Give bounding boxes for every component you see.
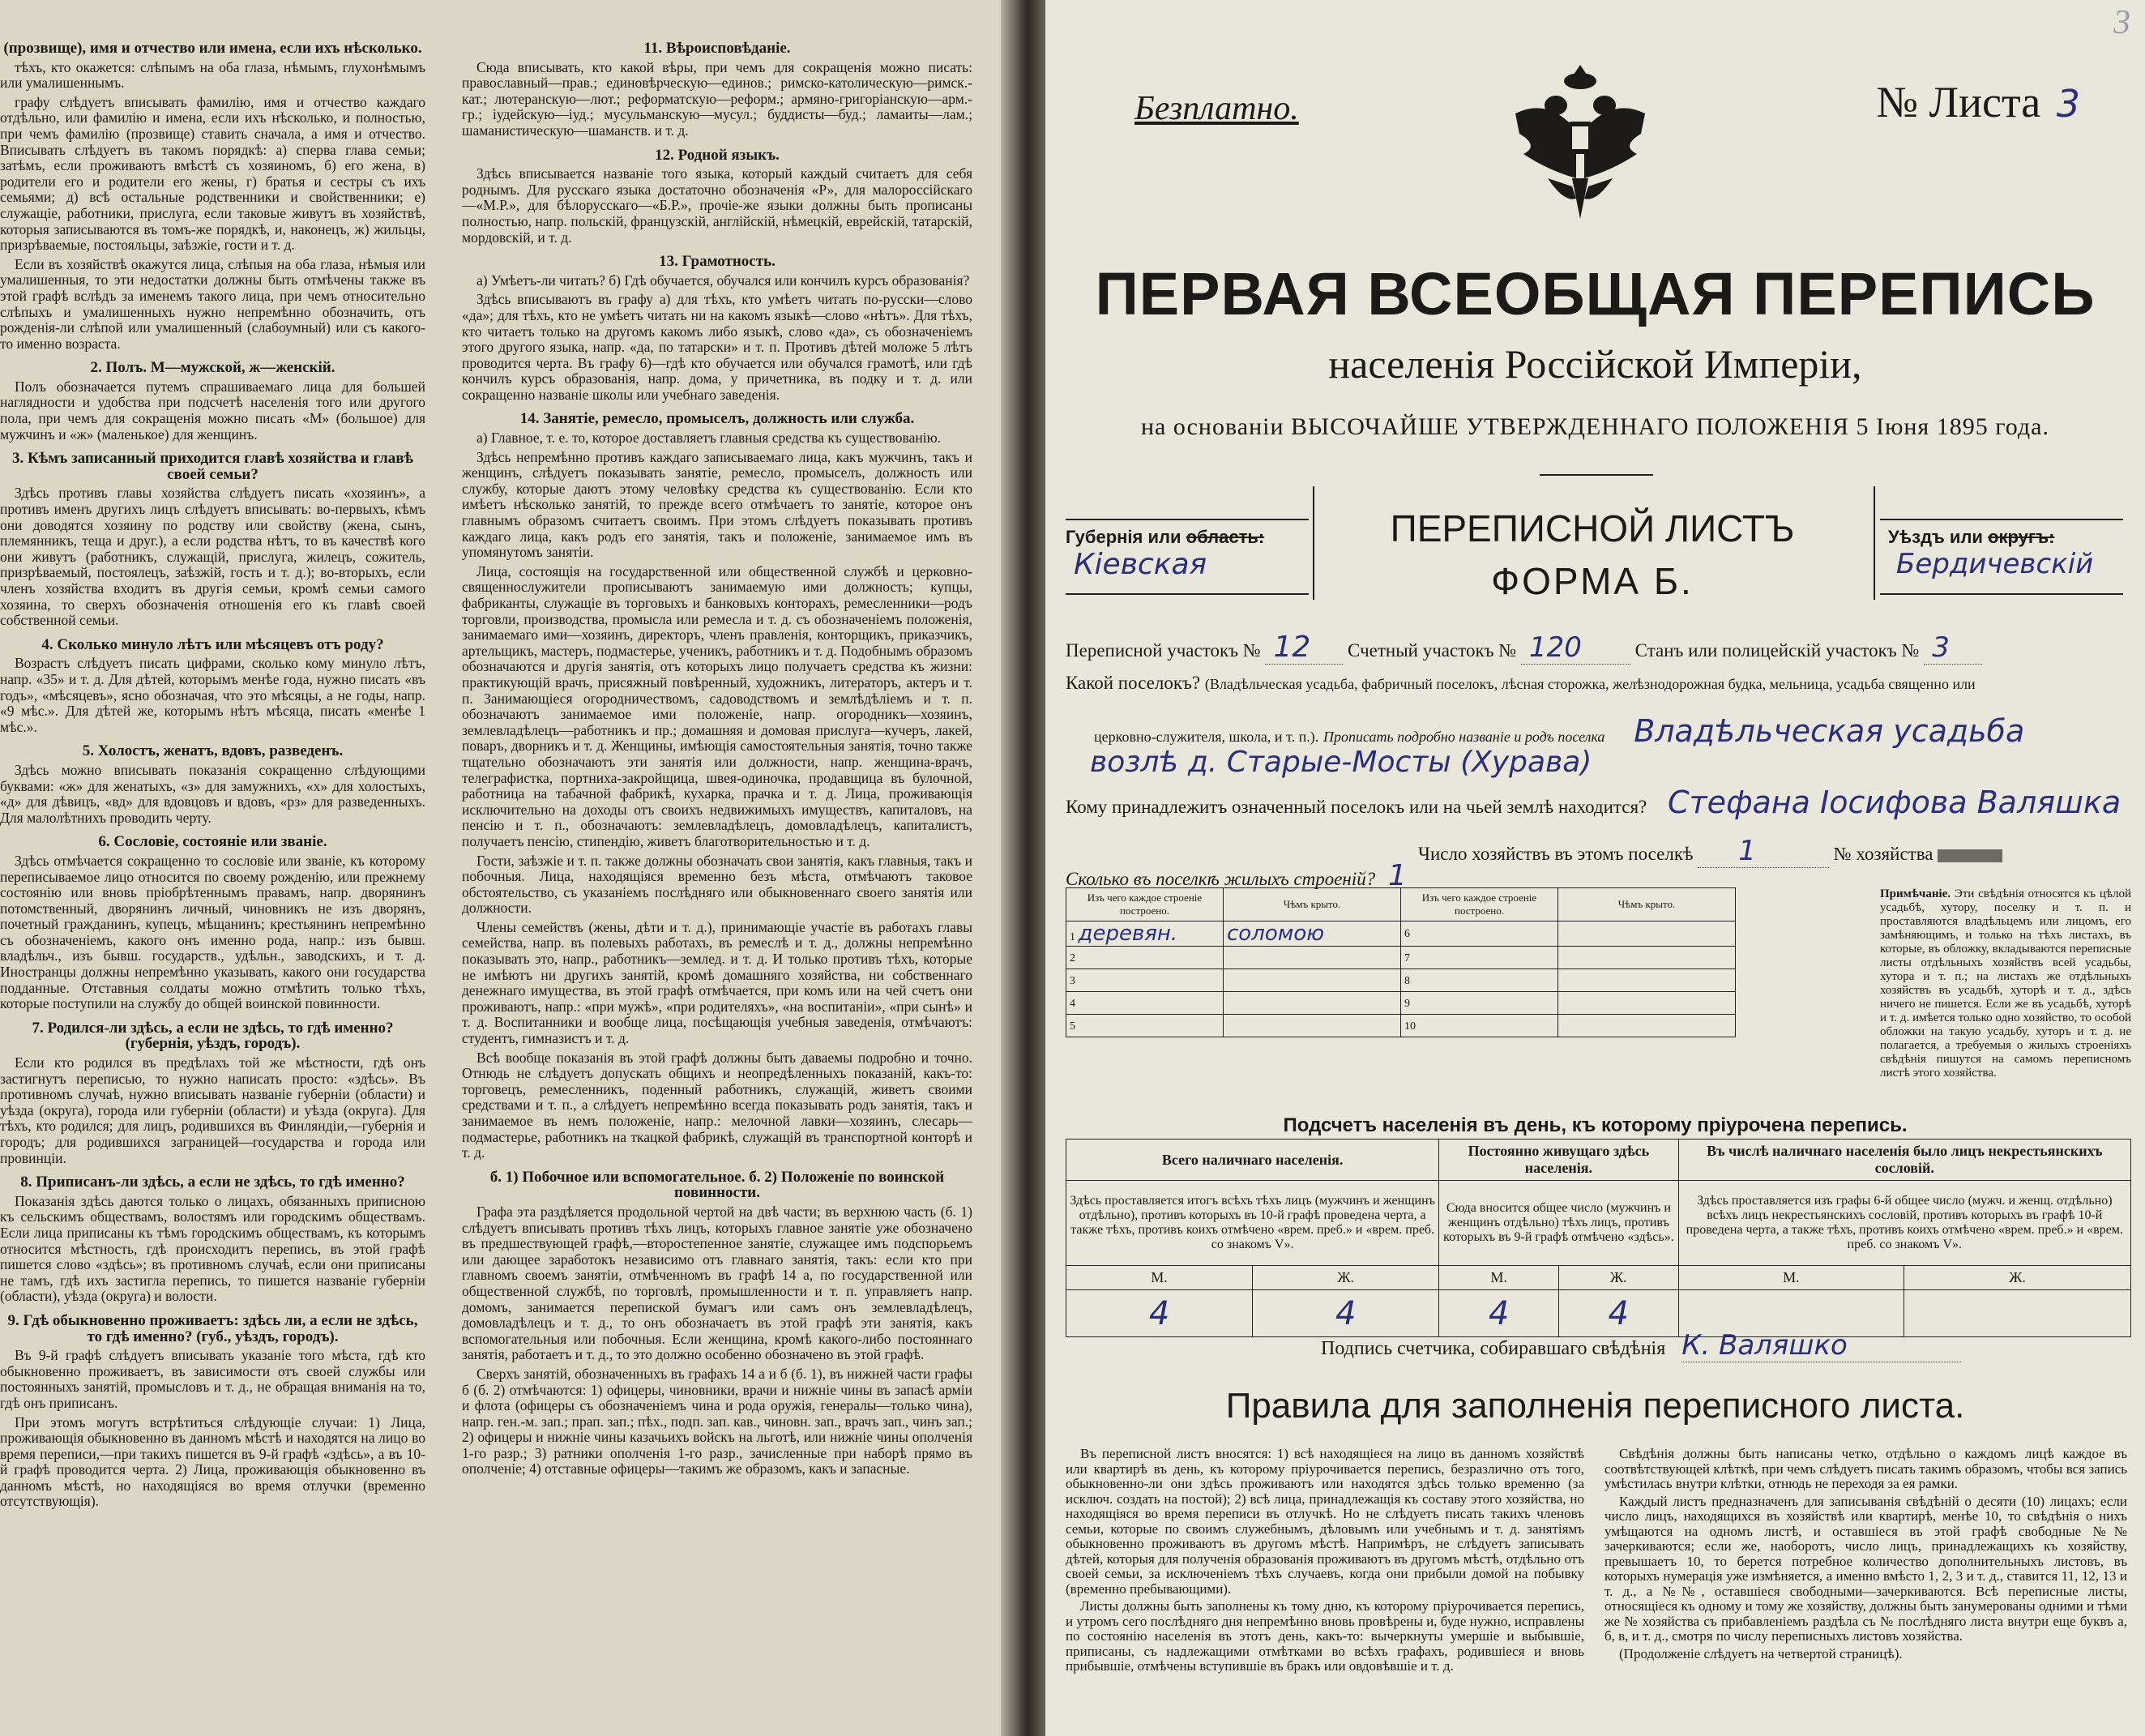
pop-zh-1: Ж. [1253,1266,1439,1290]
building-material [1401,969,1558,992]
building-row [1066,1015,1736,1037]
household-number-redaction [1938,849,2002,862]
household-number-label: № хозяйства [1833,844,1933,864]
section-paragraph: Здѣсь вписывается названіе того языка, который каждый считаетъ для себя роднымъ. Для русскаго языка достаточно обозначенія «Р», для малороссійскаго—«М.Р.», для бѣлорусскаго—«Б.Р.», прочіе-же языки должны быть прописаны полностью, напр. польскій, французскій, англійскій, нѣмецкій, еврейскій, татарскій, мордовскій, и т. д. [462,165,972,246]
census-district-value: 12 [1265,631,1343,665]
page-number: 3 [2113,4,2130,41]
rules-column-left [1066,1447,1584,1677]
population-table [1066,1139,2131,1337]
owner-label: Кому принадлежитъ означенный поселокъ или на чьей землѣ находится? [1066,797,1647,817]
building-material [1066,992,1224,1015]
settlement-label: Какой поселокъ? [1066,673,1201,693]
pop-m-3: М. [1678,1266,1904,1290]
building-material [1401,1015,1558,1037]
handwritten-entry: соломою [1227,921,1325,946]
pop-permanent-zh: 4 [1558,1290,1678,1337]
section-paragraph: Члены семействъ (жены, дѣти и т. д.), принимающіе участіе въ работахъ главы семейства, напр. въ полевыхъ работахъ, въ ремеслѣ и т. д., должны непремѣнно показывать это, напр., работникъ—землед. и т. д. И только противъ тѣхъ, которые не имѣютъ ни другихъ занятій, кромѣ домашняго хозяйства, ни собственнаго денежнаго имущества, въ этой графѣ отмѣчается, при комъ или на чей счетъ они проживаютъ, напр.: «при мужѣ», «при родителяхъ», «на воспитаніи», «при сынѣ» и т. д. Воспитанники и вообще лица, посѣщающія учебныя заведенія, отмѣчаютъ: студентъ, гимназистъ и т. д. [462,918,972,1047]
left-page-instructions [0,0,1001,1736]
building-roof [1224,992,1401,1015]
buildings-table [1066,887,1736,1037]
note-text: Эти свѣдѣнія относятся къ цѣлой усадьбѣ, хутору, поселку и т. п. и проставляются владѣльцемъ или лицомъ, его замѣняющимъ, и только на тѣхъ листахъ, въ которые, въ обложку, вкладываются переписные листы отдѣльныхъ хозяйствъ всей усадьбы, хутора и т. п.; на листахъ же отдѣльныхъ хозяйствъ въ усадьбѣ, хуторѣ и т. д., здѣсь ничего не пишется. Если же въ усадьбѣ, хуторѣ и т. д. имѣется только одно хозяйство, то особой обложки на такую усадьбу, хуторъ и т. д. не полагается, а требуемыя о жилыхъ строеніяхъ свѣдѣнія пишутся на самомъ переписномъ листѣ этого хозяйства. [1880,887,2131,1080]
gubernia-struck: область: [1186,527,1265,547]
building-roof [1558,947,1736,969]
uezd-or: или [1949,527,1983,547]
pop-total-zh: 4 [1253,1290,1439,1337]
building-row [1066,969,1736,992]
build-head-roof-2: Чѣмъ крыто. [1558,888,1736,921]
row-number: 7 [1404,951,1410,964]
building-material [1401,921,1558,947]
pop-m-1: М. [1066,1266,1253,1290]
pop-head-permanent: Постоянно живущаго здѣсь населенія. [1439,1140,1678,1181]
section-paragraph: Здѣсь можно вписывать показанія сокращенно слѣдующими буквами: «ж» для женатыхъ, «з» для замужнихъ, «х» для холостыхъ, «д» для дѣвицъ, «вд» для вдовцовъ и вдовъ, «рз» для разведенныхъ. Для малолѣтнихъ проводить черту. [0,761,425,826]
section-paragraph: Гости, заѣзжіе и т. п. также должны обозначать свои занятія, какъ главныя, такъ и побочныя. Лица, находящіяся временно безъ мѣста, отмѣчаютъ таковое обстоятельство, съ указаніемъ послѣдняго или обыкновеннаго своего занятія или должности. [462,852,972,917]
pop-permanent-m: 4 [1439,1290,1559,1337]
divider [1540,474,1653,476]
section-heading: б. 1) Побочное или вспомогательное. б. 2) Положеніе по воинской повинности. [489,1168,945,1202]
row-number: 1 [1070,931,1079,943]
rules-column-right [1604,1447,2127,1664]
section-paragraph: Сверхъ занятій, обозначенныхъ въ графахъ 14 а и б (б. 1), въ нижней части графы б (б. 2) отмѣчаются: 1) офицеры, чиновники, врачи и нижніе чины въ запасѣ арміи и флота (офицеры съ обозначеніемъ чина и рода оружія, генералы—только чина), напр. ген.-м. зап.; прап. зап.; пѣх., подп. зап. кав., чиновн. зап., врачъ зап., чинъ зап.; 2) офицеры и нижніе чины казачьихъ войскъ на льготѣ, или нижніе чины ополченія 1-го разр.; 3) ратники ополченія 1-го разр., зачисленные при наборѣ прямо въ ополченіе; 4) отставные офицеры—такимъ же образомъ, какъ и запасные. [462,1365,972,1477]
section-paragraph: а) Главное, т. е. то, которое доставляетъ главныя средства къ существованію. [476,430,942,447]
section-heading: 12. Родной языкъ. [655,146,780,164]
building-roof [1224,969,1401,992]
rule-paragraph: Въ переписной листъ вносятся: 1) всѣ находящіеся на лицо въ данномъ хозяйствѣ или квартирѣ въ день, къ которому пріурочивается перепись, безразлично отъ того, обыкновенно-ли они здѣсь проживаютъ или находятся здѣсь только временно (за исключ. создать на постой); 2) всѣ лица, принадлежащія къ составу этого хозяйства, но находящіяся во время переписи въ отлучкѣ. Но не слѣдуетъ писать такихъ членовъ семьи, которые по своимъ служебнымъ, дѣловымъ или учебнымъ и т. д. занятіямъ обыкновенно проживаютъ въ другомъ мѣстѣ. Напримѣръ, не слѣдуетъ записывать дѣтей, которыя для полученія образованія проживаютъ въ другомъ мѣстѣ, отдѣльно отъ своей семьи, за исключеніемъ тѣхъ случаевъ, когда они прибыли домой на побывку (временно пребывающими). [1066,1446,1584,1597]
owner-line [1066,785,2121,820]
gubernia-field [1066,519,1309,595]
section-paragraph: тѣхъ, кто окажется: слѣпымъ на оба глаза, нѣмымъ, глухонѣмымъ или умалишеннымъ. [0,58,425,92]
building-row [1066,992,1736,1015]
section-heading: 11. Вѣроисповѣданіе. [643,40,791,57]
section-paragraph: Полъ обозначается путемъ спрашиваемаго лица для большей наглядности и удобства при подсчетѣ населенія того или другого пола, при чемъ для сокращенія можно писать «М» (большое) для мужчинъ и «ж» (маленькое) для женщинъ. [0,378,425,443]
double-headed-eagle-emblem-icon [1499,57,1661,243]
section-heading: 9. Гдѣ обыкновенно проживаетъ: здѣсь ли, а если не здѣсь, то гдѣ именно? (губ., уѣздъ, городъ). [7,1311,418,1345]
census-basis: на основаніи ВЫСОЧАЙШЕ УТВЕРЖДЕННАГО ПОЛОЖЕНІЯ 5 Іюня 1895 года. [1141,413,2049,440]
section-paragraph: Всѣ вообще показанія въ этой графѣ должны быть даваемы подробно и точно. Отнюдь не слѣдуетъ допускать общихъ и неопредѣленныхъ показаній, какъ-то: торговецъ, ремесленникъ, поденный работникъ, служащій, живетъ своими средствами и т. п., а слѣдуетъ непремѣнно всегда показывать родъ занятія, такъ и занимаемое въ немъ положеніе, напр.: мелочной лавки—хозяинъ, слесарь—подмастерье, работникъ на ткацкой фабрикѣ, служащій въ транспортной конторѣ и т. д. [462,1049,972,1161]
settlement-hint-3: Прописать подробно названіе и родъ поселка [1322,729,1605,745]
building-material [1401,992,1558,1015]
section-heading: 8. Приписанъ-ли здѣсь, а если не здѣсь, то гдѣ именно? [20,1174,405,1191]
building-row [1066,947,1736,969]
build-head-built-2: Изъ чего каждое строеніе построено. [1401,888,1558,921]
section-paragraph: а) Умѣетъ-ли читать? б) Гдѣ обучается, обучался или кончилъ курсъ образованія? [476,272,970,289]
row-number: 8 [1404,974,1410,987]
section-heading: 6. Сословіе, состояніе или званіе. [98,833,327,851]
gubernia-value: Кіевская [1074,548,1207,581]
building-material [1401,947,1558,969]
building-roof [1558,921,1736,947]
census-district-label: Переписной участокъ № [1066,640,1261,661]
section-paragraph: Здѣсь вписываютъ въ графу а) для тѣхъ, кто умѣетъ читать по-русски—слово «да»; для тѣхъ, кто не умѣетъ читать ни на какомъ языкѣ—слово «нѣтъ». Для тѣхъ, кто читаетъ только на другомъ какомъ либо языкѣ, слово «да», съ обозначеніемъ этого другого языка, напр. «да, по татарски» и т. п. Противъ дѣтей моложе 5 лѣтъ проводится черта. Въ графу 6)—гдѣ кто обучается или обучался грамотѣ, или гдѣ кончилъ курсъ образованія, напр. дома, у причетника, въ подку и т. д. или сокращенно названіе школы или учебнаго заведенія. [462,291,972,403]
building-roof [1224,1015,1401,1037]
building-row [1066,921,1736,947]
row-number: 6 [1404,928,1410,940]
owner-value: Стефана Іосифова Валяшка [1668,785,2121,820]
sheet-number [1876,77,2080,127]
form-name: ФОРМА Б. [1491,560,1694,602]
building-roof [1558,969,1736,992]
households-line [1418,835,2002,867]
instructions-column-right [462,32,972,1481]
rules-title: Правила для заполненія переписного листа. [1225,1386,1965,1426]
population-count-title: Подсчетъ населенія въ день, къ которому пріурочена перепись. [1283,1114,1908,1136]
building-material [1066,969,1224,992]
rule-paragraph: (Продолженіе слѣдуетъ на четвертой страницѣ). [1619,1645,1903,1661]
uezd-field [1880,519,2123,595]
settlement-line-2 [1094,713,2024,749]
section-paragraph: Если кто родился въ предѣлахъ той же мѣстности, гдѣ онъ застигнутъ переписью, то нужно написать просто: «здѣсь». Въ противномъ случаѣ, нужно вписывать названіе губерніи (области) и уѣзда (округа), города или губерніи (области) и уѣзда (округа). Для тѣхъ, кто родился; для лицъ, родившихся въ Финляндіи,—губернія и городъ; для родившихся заграницей—государства и города или провинціи. [0,1054,425,1166]
row-number: 4 [1070,997,1075,1010]
building-roof [1558,992,1736,1015]
list-title: ПЕРЕПИСНОЙ ЛИСТЪ [1390,507,1795,549]
section-paragraph: Если въ хозяйствѣ окажутся лица, слѣпыя на оба глаза, нѣмыя или умалишенныя, то эти недостатки должны быть отмѣчены также въ этой графѣ вслѣдъ за именемъ такого лица, при чемъ относительно слѣпыхъ и умалишенныхъ нужно непремѣнно обозначить, отъ рожденія-ли слѣпой или умалишенный (слабоумный) или съ какого-то именно возраста. [0,255,425,352]
settlement-value: Владѣльческая усадьба [1634,713,2025,749]
pop-m-2: М. [1439,1266,1559,1290]
section-paragraph: Показанія здѣсь даются только о лицахъ, обязанныхъ приписною къ сельскимъ обществамъ, волостямъ или городскимъ обществамъ. Если лица приписаны къ тѣмъ городскимъ обществамъ, къ которымъ относится мѣстность, гдѣ происходитъ перепись, въ этой графѣ пишется слово «здѣсь»; въ противномъ случаѣ, если они приписаны не тамъ, гдѣ ихъ застигла перепись, то пишется названіе губерніи (области), уѣзда (округа) и волости. [0,1192,425,1305]
build-head-built: Изъ чего каждое строеніе построено. [1066,888,1224,921]
census-form-page [1045,0,2145,1736]
households-value: 1 [1698,835,1829,868]
police-district-value: 3 [1924,631,1982,665]
pop-head-total: Всего наличнаго населенія. [1066,1140,1439,1181]
section-paragraph: При этомъ могутъ встрѣтиться слѣдующіе случаи: 1) Лица, проживающія обыкновенно въ данномъ мѣстѣ и находятся на лицо во время переписи,—при такихъ пишется въ 9-й графѣ «здѣсь», а въ 10-й графѣ проводится черта. 2) Лица, проживающія обыкновенно въ данномъ мѣстѣ, но находящіяся во время отлучки (временно отсутствующія). [0,1413,425,1510]
settlement-line [1066,673,1976,694]
enumerator-signature-line [1321,1329,1961,1362]
rule-paragraph: Свѣдѣнія должны быть написаны четко, отдѣльно о каждомъ лицѣ каждое въ соотвѣтствующей клѣткѣ, при чемъ слѣдуетъ писать такимъ образомъ, чтобы вся запись умѣстилась внутри клѣтки, отнюдь не переходя за ея рамки. [1604,1446,2127,1491]
building-roof [1558,1015,1736,1037]
section-paragraph: графу слѣдуетъ вписывать фамилію, имя и отчество каждаго отдѣльно, или фамилію и имена, если ихъ нѣсколько, и полностью, при чемъ фамилію (прозвище) ставить сначала, а имя и отчество. Вписывать слѣдуетъ въ такомъ порядкѣ: а) сперва глава семьи; затѣмъ, если проживаютъ вмѣстѣ съ хозяиномъ, б) его жена, в) родители его и родители его жены, г) братья и сестры съ ихъ семьями; д) всѣ остальные родственники и свойственники; е) служащіе, работники, прислуга, если таковые живутъ въ хозяйствѣ, которыя записываются въ томъ-же порядкѣ, и, наконецъ, ж) жильцы, призрѣваемые, постояльцы, заѣзжіе, гости и т. д. [0,93,425,254]
rule-paragraph: Листы должны быть заполнены къ тому дню, къ которому пріурочивается перепись, и утромъ сего послѣдняго дня непремѣнно вновь провѣрены и, буде нужно, исправлены по состоянію населенія въ этотъ день, какъ-то: вычеркнуты умершіе и выбывшіе, приписаны, съ надлежащими отмѣтками во всѣхъ графахъ, родившіеся и вновь прибывшіе, отмѣчены вступившіе въ бракъ или овдовѣвшіе и т. д. [1066,1598,1584,1674]
section-heading: 7. Родился-ли здѣсь, а если не здѣсь, то гдѣ именно? (губернія, уѣздъ, городъ). [32,1019,394,1053]
households-label: Число хозяйствъ въ этомъ поселкѣ [1418,844,1694,864]
row-number: 2 [1070,951,1075,964]
section-paragraph: Графа эта раздѣляется продольной чертой на двѣ части; въ верхнюю часть (б. 1) слѣдуетъ вписывать противъ тѣхъ лицъ, которыхъ главное занятіе уже обозначено въ предшествующей графѣ,—второстепенное занятіе, служащее имъ подспорьемъ или дающее заработокъ независимо отъ главнаго занятія, такъ: если кто при главномъ своемъ занятіи, отмѣченномъ въ графѣ 14 а, по государственной или общественной службѣ, по торговлѣ, промышленности и т. п. управляетъ напр. домомъ, занимается перепиской бумагъ или самъ онъ землевладѣлецъ, домовладѣлецъ и т. д., то онъ обозначаетъ въ этой графѣ эти занятія, какъ вспомогательныя или побочныя. Если женщина, кромѣ какого-либо постояннаго занятія, работаетъ и т. д., то это должно особенно обозначено въ этой графѣ. [462,1203,972,1363]
census-title: ПЕРВАЯ ВСЕОБЩАЯ ПЕРЕПИСЬ [1095,260,2096,327]
gubernia-or: или [1147,527,1181,547]
section-heading: 2. Полъ. М—мужской, ж—женскій. [90,359,335,377]
pop-total-m: 4 [1066,1290,1253,1337]
settlement-hint-2: церковно-служителя, школа, и т. п.). [1094,729,1319,745]
pop-desc-nonpeasant: Здѣсь проставляется изъ графы 6-й общее число (мужч. и женщ. отдѣльно) всѣхъ лицъ некрестьянскихъ сословій, противъ которыхъ въ графѣ 10-й проведена черта, а также тѣхъ, противъ коихъ отмѣчено «врем. преб.» и «врем. преб. со знакомъ V». [1678,1181,2130,1266]
uezd-struck: округъ: [1988,527,2055,547]
gubernia-label: Губернія [1066,527,1143,547]
pop-zh-3: Ж. [1904,1266,2131,1290]
rule-paragraph: Каждый листъ предназначенъ для записыванія свѣдѣній о десяти (10) лицахъ; если число лицъ, находящихся въ хозяйствѣ или квартирѣ, менѣе 10, то свѣдѣнія о нихъ умѣщаются на одномъ листѣ, и оставшіеся въ этой графѣ свободные №№ зачеркиваются; если же, наоборотъ, число лицъ, принадлежащихъ къ хозяйству, превышаетъ 10, то берется потребное количество дополнительныхъ листовъ, въ которыхъ нумерація уже измѣняется, а именно вмѣсто 1, 2, 3 и т. д., ставится 11, 12, 13 и т. д., а №№, оставшіеся свободными—зачеркиваются. Всѣ переписные листы, относящіеся къ одному и тому же хозяйству, должны быть занумерованы одними и тѣми же № хозяйства съ прибавленіемъ раздѣла съ № послѣдняго листа внутри еще буквъ а, б, в, и т. д., смотря по числу переписныхъ листовъ хозяйства. [1604,1493,2127,1644]
section-heading: 5. Холостъ, женатъ, вдовъ, разведенъ. [82,742,344,760]
section-paragraph: Въ 9-й графѣ слѣдуетъ вписывать указаніе того мѣста, гдѣ кто обыкновенно проживаетъ, въ зависимости отъ своей службы или постоянныхъ занятій, промысловъ и т. д., не обращая вниманія на то, гдѣ онъ приписанъ. [0,1347,425,1411]
count-district-label: Счетный участокъ № [1348,640,1517,661]
section-paragraph: Возрастъ слѣдуетъ писать цифрами, сколько кому минуло лѣтъ, напр. «35» и т. д. Для дѣтей, которымъ менѣе года, нужно писать «въ годъ», «мѣсяцевъ», ясно обозначая, что это мѣсяцы, а не годы, напр. «9 мѣс.». Для дѣтей же, которымъ нѣтъ мѣсяца, писать «менѣе 1 мѣс.». [0,655,425,735]
section-paragraph: Здѣсь противъ главы хозяйства слѣдуетъ писать «хозяинъ», а противъ именъ другихъ лицъ слѣдуетъ вписывать: во-первыхъ, кѣмъ они доводятся хозяину по родству или свойству (жена, сынъ, племянникъ, теща и друг.), а если родства нѣтъ, то въ качествѣ кого они живутъ (работникъ, служащій, прислуга, жилецъ, сожитель, призрѣваемый, постоялецъ, заѣзжій, гость и т. д.); во-вторыхъ, если членъ хозяйства входитъ въ другія семьи, кромѣ семьи самого хозяина, то сверхъ обозначенія отношенія его къ главѣ своей собственной семьи. [0,485,425,629]
sheet-number-label: № Листа [1876,78,2041,126]
note-title: Примѣчаніе. [1880,887,1951,900]
instructions-column-left [0,32,425,1513]
sheet-number-handwritten: 3 [2056,82,2080,126]
building-material [1066,921,1224,947]
building-roof [1224,921,1401,947]
section-heading: 14. Занятіе, ремесло, промыселъ, должность или служба. [519,410,915,428]
building-roof [1224,947,1401,969]
row-number: 3 [1070,974,1075,987]
row-number: 10 [1404,1020,1416,1033]
buildings-label: Сколько въ поселкѣ жилыхъ строеній? [1066,869,1376,889]
building-material [1066,947,1224,969]
police-district-label: Станъ или полицейскій участокъ № [1634,640,1920,661]
section-paragraph: Лица, состоящія на государственной или общественной службѣ и церковно-священнослужители прописываютъ занимаемую ими должность; купцы, фабриканты, служащіе въ торговыхъ и банковыхъ конторахъ, ремесленники—родъ торговли, производства, промысла или ремесла и т. д. съ обозначеніемъ положенія, занимаемаго ими—хозяинъ, директоръ, членъ правленія, конторщикъ, приказчикъ, артельщикъ, мастеръ, подмастерье, ученикъ, работникъ и т. д. Подобнымъ образомъ обозначаются и другія занятія, отъ которыхъ лицо получаетъ средства къ жизни: практикующій врачъ, присяжный повѣренный, художникъ, литераторъ, актеръ и т. п. Занимающіеся огородничествомъ, садоводствомъ и землѣдѣліемъ и т. п. обозначаютъ занимаемое ими положеніе, напр. огородникъ—хозяинъ, землевладѣлецъ—работникъ и пр.; домашняя и домовая прислуга—кучеръ, лакей, поваръ, дворникъ и т. д. Женщины, имѣющія самостоятельныя занятія, точно также тщательно обозначаютъ эти занятія или должности, напр. женщина-врачъ, телеграфистка, портниха-закройщица, швея-одиночка, продавщица въ булочной, работница на табачной фабрикѣ, кухарка, прачка и т. д. Лица, проживающія исключительно на доходы отъ своихъ недвижимыхъ имуществъ, капиталовъ, на пенсію и т. п., обозначаютъ: землевладѣлецъ, домовладѣлецъ, капиталистъ, получаетъ пенсію, стипендію, живетъ благотворительностью и т. д. [462,562,972,849]
uezd-value: Бердичевскій [1896,548,2094,580]
section-paragraph: Здѣсь отмѣчается сокращенно то сословіе или званіе, къ которому переписываемое лицо относится по своему рожденію, или прежнему состоянію или вновь пріобрѣтеннымъ правамъ, напр. дворянинъ потомственный, дворянинъ личный, чиновникъ не изъ дворянъ, почетный гражданинъ, купецъ, мѣщанинъ; крестьянинъ непремѣнно съ обозначеніемъ, какого онъ именно рода, напр.: изъ бывш. владѣльч., изъ бывш. государств., удѣльн., заводскихъ, и т. д. Иностранцы должны непремѣнно указывать, какого они государства подданные. Отставныя солдаты можно отмѣтить только тѣхъ, которые поступили на службу до общей воинской повинности. [0,852,425,1012]
book-gutter [1001,0,1045,1736]
section-heading: 13. Грамотность. [659,253,776,271]
section-heading: 4. Сколько минуло лѣтъ или мѣсяцевъ отъ роду? [41,635,384,653]
pop-zh-2: Ж. [1558,1266,1678,1290]
building-material [1066,1015,1224,1037]
uezd-label: Уѣздъ [1888,527,1945,547]
pop-desc-total: Здѣсь проставляется итогъ всѣхъ тѣхъ лицъ (мужчинъ и женщинъ отдѣльно), противъ которыхъ въ 10-й графѣ проведена черта, а также тѣхъ, противъ коихъ отмѣчено «врем. преб.» и «врем. преб. со знакомъ V». [1066,1181,1439,1266]
settlement-value-2: возлѣ д. Старые-Мосты (Хурава) [1090,746,1592,779]
count-district-value: 120 [1521,631,1630,665]
free-label: Безплатно. [1134,90,1299,127]
pop-desc-permanent: Сюда вносится общее число (мужчинъ и женщинъ отдѣльно) тѣхъ лицъ, противъ которыхъ въ 9-й графѣ отмѣчено «здѣсь». [1439,1181,1678,1266]
settlement-hint: (Владѣльческая усадьба, фабричный поселокъ, лѣсная сторожка, желѣзнодорожная будка, мельница, усадьба священно или [1204,676,1976,692]
section-paragraph: Сюда вписывать, кто какой вѣры, при чемъ для сокращенія можно писать: православный—прав.; единовѣрческую—единов.; римско-католическую—римск.-кат.; лютеранскую—лют.; реформатскую—реформ.; армяно-григоріанскую—арм.-гр.; іудейскую—іуд.; мусульманскую—мусул.; буддисты—буд.; ламаиты—лам.; шаманистическую—шаманств. и т. д. [462,58,972,139]
section-heading: 3. Кѣмъ записанный приходится главѣ хозяйства и главѣ своей семьи? [12,450,413,483]
district-line [1066,631,1982,664]
row-number: 9 [1404,997,1410,1010]
build-head-roof: Чѣмъ крыто. [1224,888,1401,921]
buildings-note [1880,887,2131,1080]
pop-head-nonpeasant: Въ числѣ наличнаго населенія было лицъ некрестьянскихъ сословій. [1678,1140,2130,1181]
signature-label: Подпись счетчика, собиравшаго свѣдѣнія [1321,1338,1666,1359]
section-heading: (прозвище), имя и отчество или имена, если ихъ нѣсколько. [3,40,422,57]
section-paragraph: Здѣсь непремѣнно противъ каждаго записываемаго лица, какъ мужчинъ, такъ и женщинъ, слѣдуетъ показывать занятіе, ремесло, промыселъ, должность или службу, которые даютъ этому человѣку средства къ существованію. Если кто имѣетъ нѣсколько занятій, то прежде всего отмѣчаетъ то занятіе, которое онъ главнымъ образомъ считаетъ своимъ. При этомъ слѣдуетъ показывать противъ каждаго лица, какъ родъ его занятія, такъ и положеніе, занимаемое имъ въ упомянутомъ занятіи. [462,448,972,561]
signature-value: К. Валяшко [1681,1329,1961,1362]
handwritten-entry: деревян. [1078,921,1178,946]
census-subtitle: населенія Россійской Имперіи, [1328,341,1862,387]
row-number: 5 [1070,1020,1075,1033]
buildings-value: 1 [1387,859,1407,892]
